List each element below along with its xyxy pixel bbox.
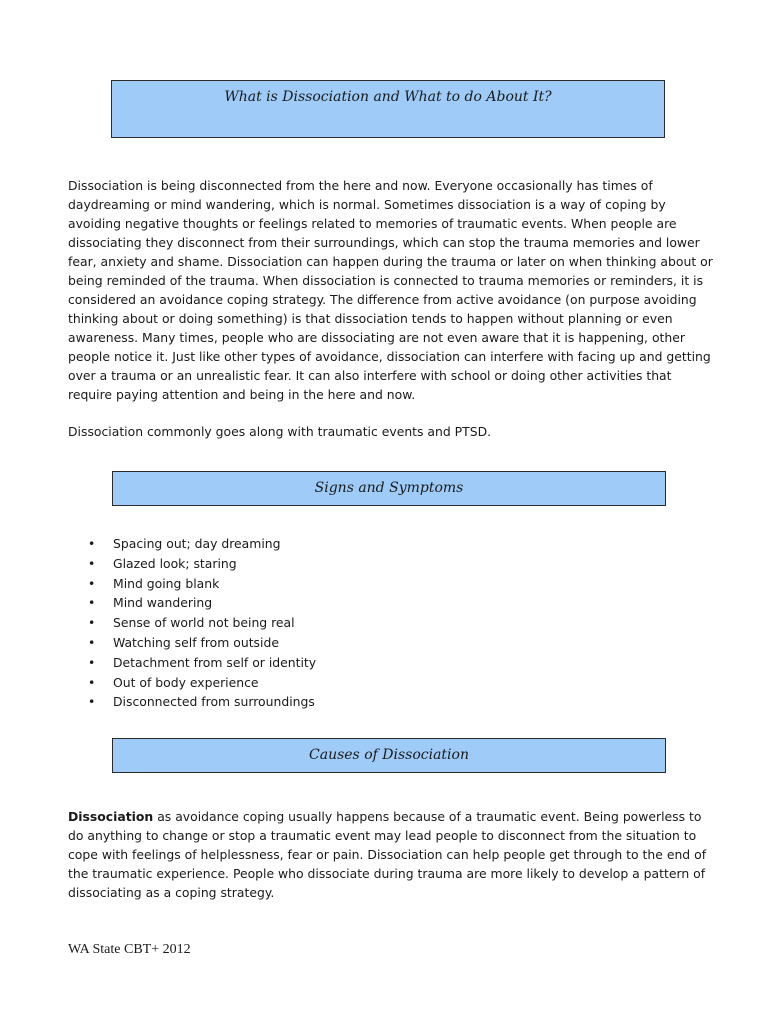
list-item-text: Glazed look; staring <box>113 555 237 571</box>
bullet-icon: • <box>88 555 96 571</box>
list-item <box>88 534 316 554</box>
intro-paragraph: Dissociation is being disconnected from the here and now. Everyone occasionally has times of daydreaming or mind wandering, which is normal. Sometimes dissociation is a way of coping by avoiding negative thoughts or feelings related to memories of traumatic events. When people are dissociating they disconnect from their surroundings, which can stop the trauma memories and lower fear, anxiety and shame. Dissociation can happen during the trauma or later on when thinking about or being reminded of the trauma. When dissociation is connected to trauma memories or reminders, it is considered an avoidance coping strategy. The difference from active avoidance (on purpose avoiding thinking about or doing something) is that dissociation tends to happen without planning or even awareness. Many times, people who are dissociating are not even aware that it is happening, other people notice it. Just like other types of avoidance, dissociation can interfere with facing up and getting over a trauma or an unrealistic fear. It can also interfere with school or doing other activities that require paying attention and being in the here and now. <box>68 178 713 402</box>
list-item <box>88 593 316 613</box>
signs-heading: Signs and Symptoms <box>314 480 464 496</box>
list-item <box>88 554 316 574</box>
list-item-text: Out of body experience <box>113 674 259 690</box>
causes-text: as avoidance coping usually happens because of a traumatic event. Being powerless to do anything to change or stop a traumatic event may lead people to disconnect from the situation to cope with feelings of helplessness, fear or pain. Dissociation can help people get through to the end of the traumatic experience. People who dissociate during trauma are more likely to develop a pattern of dissociating as a coping strategy. <box>68 809 707 900</box>
list-item <box>88 673 316 693</box>
causes-lead-word: Dissociation <box>68 809 154 824</box>
list-item <box>88 613 316 633</box>
causes-paragraph <box>68 807 718 902</box>
list-item <box>88 574 316 594</box>
list-item-text: Sense of world not being real <box>113 615 295 631</box>
causes-heading-box <box>112 738 666 773</box>
bullet-icon: • <box>88 654 96 670</box>
footer-text: WA State CBT+ 2012 <box>68 942 191 957</box>
list-item-text: Spacing out; day dreaming <box>113 536 281 551</box>
bullet-icon: • <box>88 595 96 611</box>
list-item <box>88 692 316 712</box>
list-item <box>88 653 316 673</box>
list-item <box>88 633 316 653</box>
list-item-text: Disconnected from surroundings <box>113 694 315 710</box>
list-item-text: Mind wandering <box>113 595 213 611</box>
list-item-text: Watching self from outside <box>113 634 279 650</box>
page-title: What is Dissociation and What to do About It? <box>224 89 552 105</box>
causes-heading: Causes of Dissociation <box>309 747 469 763</box>
bullet-icon: • <box>88 674 96 690</box>
bullet-icon: • <box>88 694 96 710</box>
bullet-icon: • <box>88 634 96 650</box>
bullet-icon: • <box>88 615 96 631</box>
symptoms-list <box>88 534 316 712</box>
ptsd-paragraph: Dissociation commonly goes along with traumatic events and PTSD. <box>68 424 492 439</box>
bullet-icon: • <box>88 575 96 591</box>
bullet-icon: • <box>88 536 96 551</box>
list-item-text: Detachment from self or identity <box>113 654 317 670</box>
signs-heading-box <box>112 471 666 506</box>
title-box <box>111 80 665 138</box>
list-item-text: Mind going blank <box>113 575 220 591</box>
